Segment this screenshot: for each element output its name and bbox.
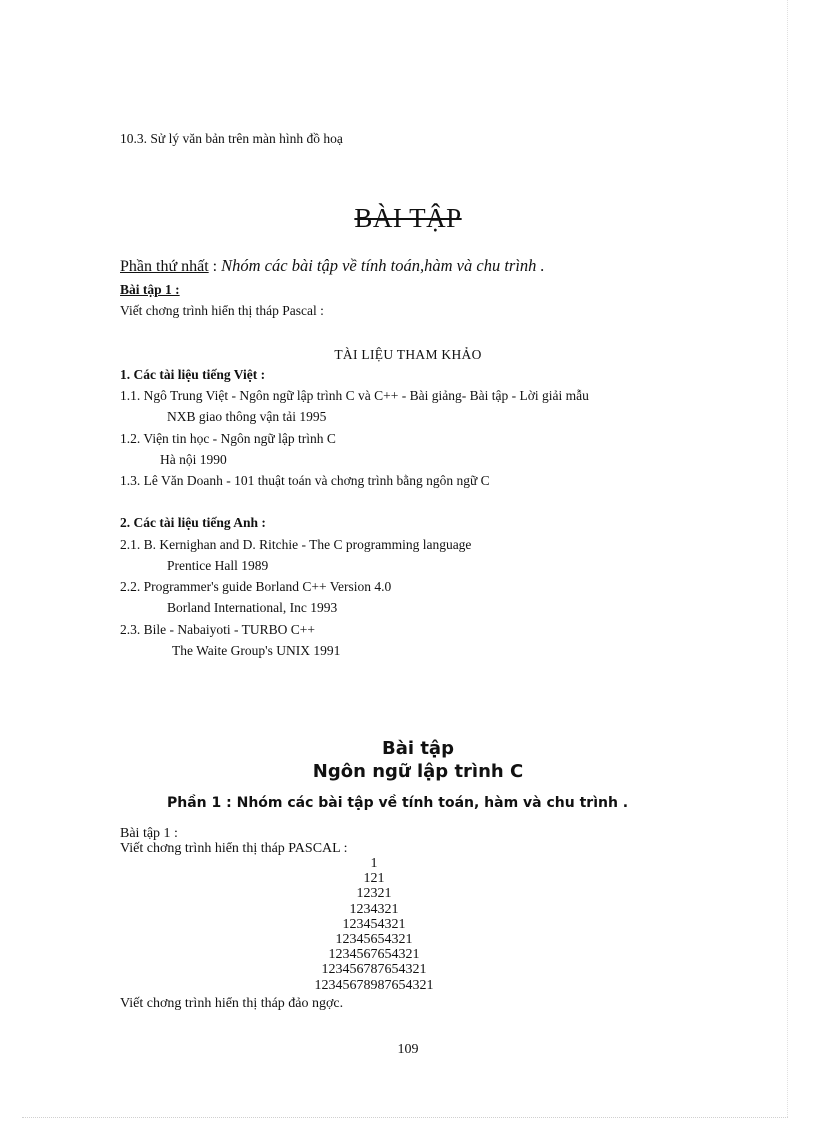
en-item-1-sub: Prentice Hall 1989: [167, 558, 269, 573]
en-item-3: 2.3. Bile - Nabaiyoti - TURBO C++: [120, 622, 315, 637]
en-item-3-sub: The Waite Group's UNIX 1991: [172, 643, 341, 658]
section2-ex-heading: Bài tập 1 :: [120, 826, 178, 841]
top-line: 10.3. Sử lý văn bản trên màn hình đồ hoạ: [120, 131, 343, 146]
part-one-heading: [120, 256, 545, 276]
section2-ex-line: Viết chơng trình hiển thị tháp PASCAL :: [120, 841, 348, 856]
vn-heading: 1. Các tài liệu tiếng Việt :: [120, 367, 266, 382]
section2-closing: Viết chơng trình hiển thị tháp đảo ngợc.: [120, 996, 344, 1011]
pascal-pyramid: [0, 856, 748, 993]
pyramid-row: 12345654321: [335, 931, 413, 947]
en-item-2: 2.2. Programmer's guide Borland C++ Version 4.0: [120, 579, 392, 594]
pyramid-row: 123454321: [342, 916, 406, 932]
en-heading: 2. Các tài liệu tiếng Anh :: [120, 515, 266, 530]
section2-part: Phần 1 : Nhóm các bài tập về tính toán, hàm và chu trình .: [167, 795, 629, 811]
vn-item-2: 1.2. Viện tin học - Ngôn ngữ lập trình C: [120, 431, 336, 446]
pyramid-row: 12321: [356, 886, 392, 902]
exercise1-heading: Bài tập 1 :: [120, 282, 180, 297]
vn-item-1: 1.1. Ngô Trung Việt - Ngôn ngữ lập trình C và C++ - Bài giảng- Bài tập - Lời giải mẫu: [120, 388, 589, 403]
pyramid-row: 1234567654321: [328, 947, 420, 963]
references-title: TÀI LIỆU THAM KHẢO: [334, 347, 482, 362]
part-one-label: Phần thứ nhất: [120, 258, 209, 275]
page-bottom-border: [22, 1117, 788, 1118]
pyramid-row: 1234321: [349, 901, 399, 917]
vn-item-1-sub: NXB giao thông vận tải 1995: [167, 409, 327, 424]
part-one-separator: :: [208, 258, 222, 275]
vn-item-2-sub: Hà nội 1990: [160, 452, 227, 467]
pyramid-row: 12345678987654321: [314, 977, 434, 993]
exercise1-line: Viết chơng trình hiển thị tháp Pascal :: [120, 303, 324, 318]
page-right-border: [787, 0, 788, 1117]
en-item-1: 2.1. B. Kernighan and D. Ritchie - The C programming language: [120, 537, 472, 552]
en-item-2-sub: Borland International, Inc 1993: [167, 600, 338, 615]
part-one-description: Nhóm các bài tập về tính toán,hàm và chu trình .: [221, 256, 545, 275]
pyramid-row: 123456787654321: [321, 962, 427, 978]
pyramid-row: 121: [363, 871, 385, 887]
section2-title1: Bài tập: [382, 738, 454, 759]
exercise-title: BÀI TẬP: [354, 203, 462, 233]
pyramid-row: 1: [370, 856, 378, 871]
page-number: 109: [397, 1042, 419, 1057]
section2-title2: Ngôn ngữ lập trình C: [312, 761, 524, 782]
vn-item-3: 1.3. Lê Văn Doanh - 101 thuật toán và chơng trình bằng ngôn ngữ C: [120, 473, 490, 488]
